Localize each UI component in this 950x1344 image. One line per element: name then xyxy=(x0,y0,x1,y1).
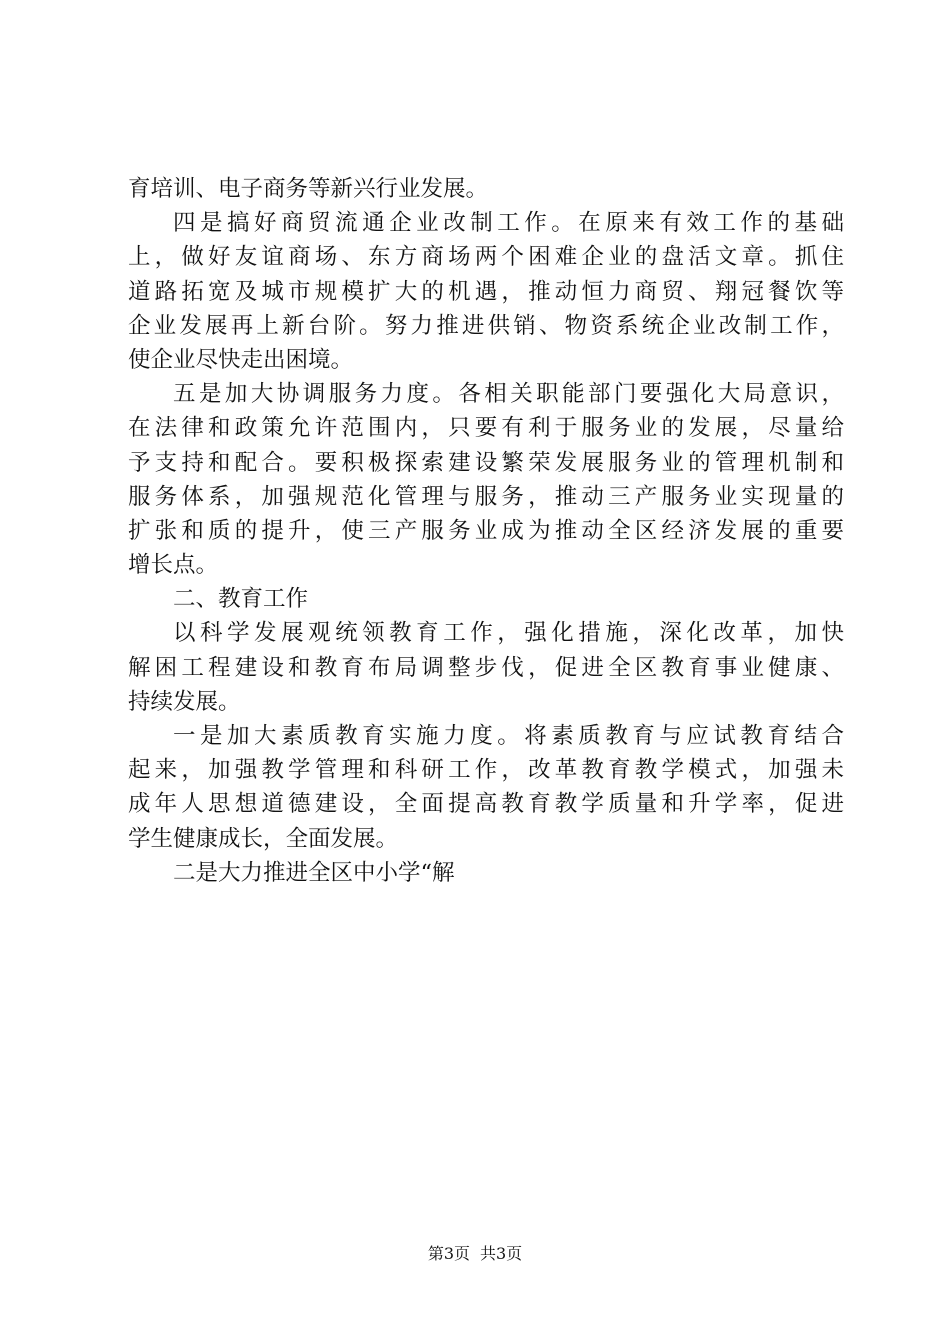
text-line: 育培训、电子商务等新兴行业发展。 xyxy=(128,176,489,202)
section-heading: 二、教育工作 xyxy=(173,586,309,613)
text-line: 四是搞好商贸流通企业改制工作。在原来有效工作的基础 xyxy=(173,210,844,237)
page-footer xyxy=(0,1243,950,1265)
text-line: 使企业尽快走出困境。 xyxy=(128,346,354,373)
text-line: 解困工程建设和教育布局调整步伐，促进全区教育事业健康、 xyxy=(128,654,844,681)
text-line: 企业发展再上新台阶。努力推进供销、物资系统企业改制工作， xyxy=(128,312,844,339)
text-line: 服务体系，加强规范化管理与服务，推动三产服务业实现量的 xyxy=(128,483,844,510)
text-line: 学生健康成长，全面发展。 xyxy=(128,825,399,852)
page-number: 第3页 xyxy=(427,1244,470,1263)
text-line: 道路拓宽及城市规模扩大的机遇，推动恒力商贸、翔冠餐饮等 xyxy=(128,278,844,305)
text-line: 成年人思想道德建设，全面提高教育教学质量和升学率，促进 xyxy=(128,791,844,818)
text-line: 以科学发展观统领教育工作，强化措施，深化改革，加快 xyxy=(173,620,844,647)
text-line: 起来，加强教学管理和科研工作，改革教育教学模式，加强未 xyxy=(128,757,844,784)
document-body xyxy=(128,172,844,890)
text-line: 上，做好友谊商场、东方商场两个困难企业的盘活文章。抓住 xyxy=(128,244,844,271)
text-line: 二是大力推进全区中小学“解 xyxy=(173,859,455,886)
text-line: 予支持和配合。要积极探索建设繁荣发展服务业的管理机制和 xyxy=(128,449,844,476)
text-line: 在法律和政策允许范围内，只要有利于服务业的发展，尽量给 xyxy=(128,415,844,442)
text-line: 五是加大协调服务力度。各相关职能部门要强化大局意识， xyxy=(173,381,844,408)
page-total: 共3页 xyxy=(480,1244,523,1263)
text-line: 持续发展。 xyxy=(128,688,241,715)
text-line: 增长点。 xyxy=(128,552,219,579)
text-line: 一是加大素质教育实施力度。将素质教育与应试教育结合 xyxy=(173,723,844,749)
text-line: 扩张和质的提升，使三产服务业成为推动全区经济发展的重要 xyxy=(128,517,844,544)
